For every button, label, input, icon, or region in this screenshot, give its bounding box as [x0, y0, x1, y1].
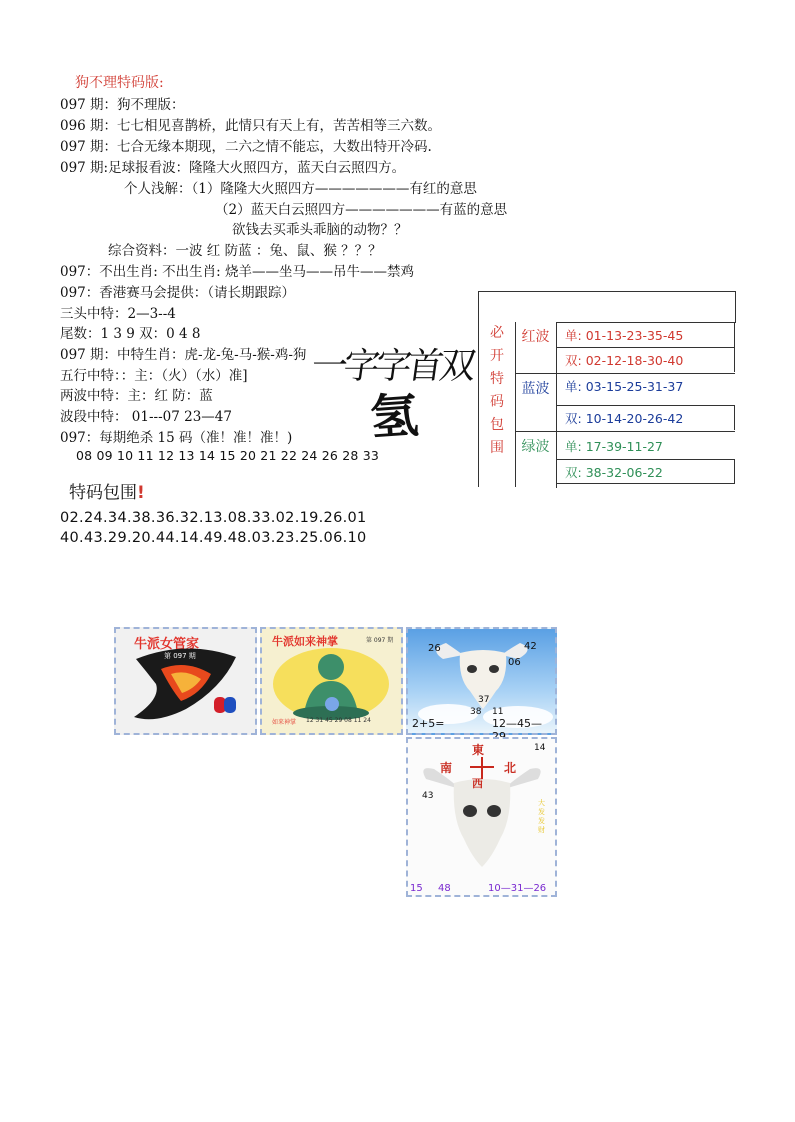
row-key: 双:: [565, 465, 582, 480]
buddha-bottom: 如来神掌: [272, 719, 297, 726]
kill-numbers: 08 09 10 11 12 13 14 15 20 21 22 24 26 28 33: [76, 448, 380, 463]
wave-row: [557, 374, 735, 399]
row-key: 单:: [565, 328, 582, 343]
riddle-line-2: 氢: [368, 387, 421, 447]
buddha-issue: 第 097 期: [366, 637, 394, 644]
skull1-number: 37: [478, 695, 490, 705]
text-line: 个人浅解：（1）隆隆大火照四方———————有红的意思: [124, 181, 477, 197]
skull1-number: 26: [428, 643, 441, 654]
skull2-bottom-number: 48: [438, 883, 451, 894]
text-line: 尾数：1 3 9 双：0 4 8: [60, 326, 201, 342]
baowei-line: 40.43.29.20.44.14.49.48.03.23.25.06.10: [60, 530, 367, 546]
text-line: 五行中特：：主：（火）（水）准]: [60, 368, 248, 384]
wave-row: [557, 459, 735, 484]
skull2-bottom-range: 10—31—26: [488, 883, 547, 894]
text-line: 097：香港赛马会提供：（请长期跟踪）: [60, 285, 296, 301]
row-value: 10-14-20-26-42: [585, 411, 684, 426]
ox-skull-icon: [408, 739, 555, 895]
flame-banner: 牛派女管家: [134, 637, 200, 652]
row-value: 03-15-25-31-37: [585, 379, 684, 394]
text-line: 两波中特：主：红 防：蓝: [60, 388, 213, 404]
text-line: 097：每期绝杀 15 码（准！准！准！): [60, 430, 293, 446]
buddha-image: [260, 627, 403, 735]
buddha-banner: 牛派如来神掌: [272, 635, 338, 648]
baowei-heading-text: 特码包围: [69, 483, 137, 503]
row-key: 单:: [565, 379, 582, 394]
direction-north: 北: [504, 761, 517, 775]
skull2-number: 14: [534, 743, 546, 753]
skull1-formula: 2+5=: [412, 717, 445, 730]
skull1-number: 38: [470, 707, 482, 717]
text-line: 096 期：七七相见喜鹊桥，此情只有天上有，苦苦相等三六数。: [60, 118, 442, 134]
flame-image: [114, 627, 257, 735]
row-key: 单:: [565, 439, 582, 454]
skull-directions-image: [406, 737, 557, 897]
text-line: 097 期：七合无缘本期现，二六之情不能忘，大数出特开冷码.: [60, 139, 432, 155]
wave-row: [557, 405, 735, 430]
wave-table-side: [478, 322, 516, 487]
baowei-line: 02.24.34.38.36.32.13.08.33.02.19.26.01: [60, 510, 367, 526]
skull1-range: 12—45—: [492, 717, 542, 730]
skull2-number: 43: [422, 791, 434, 801]
text-line: 097：不出生肖: 不出生肖: 烧羊——坐马——吊牛——禁鸡: [60, 264, 414, 280]
riddle-line-1: 一字字首双: [308, 346, 475, 387]
text-line: 波段中特： 01---07 23—47: [60, 409, 232, 425]
wave-label: 绿波: [515, 432, 557, 488]
baowei-heading: [69, 478, 145, 503]
wave-group-blue: [515, 373, 735, 432]
buddha-numbers: 12 31 45 29 08 11 24: [306, 717, 371, 724]
row-key: 双:: [565, 411, 582, 426]
riddle-handwriting: [308, 338, 475, 447]
direction-east: 東: [472, 743, 485, 757]
wave-row: [557, 322, 735, 347]
row-value: 01-13-23-35-45: [585, 328, 684, 343]
text-line: 097 期:足球报看波：隆隆大火照四方，蓝天白云照四方。: [60, 160, 406, 176]
skull1-number: 11: [492, 707, 504, 717]
row-value: 38-32-06-22: [585, 465, 663, 480]
wave-label: 蓝波: [515, 374, 557, 432]
wave-group-green: [515, 431, 735, 488]
wave-label: 红波: [515, 322, 557, 373]
wave-table: [478, 291, 736, 487]
direction-west: 西: [472, 777, 483, 790]
wave-row: [557, 434, 735, 459]
text-line: （2）蓝天白云照四方———————有蓝的意思: [215, 202, 508, 218]
row-value: 17-39-11-27: [585, 439, 663, 454]
skull2-bottom-number: 15: [410, 883, 423, 894]
wave-group-red: [515, 322, 735, 373]
row-key: 双:: [565, 353, 582, 368]
skull2-side-text: 大发发财: [538, 799, 545, 834]
text-line: 综合资料：一波 红 防蓝 ：兔、鼠、猴 ？？？: [108, 243, 382, 259]
red-mark-icon: !: [137, 483, 145, 503]
skull1-number: 06: [508, 657, 521, 668]
text-line: 097 期：中特生肖：虎-龙-兔-马-猴-鸡-狗: [60, 347, 307, 363]
skull-sky-image: [406, 627, 557, 735]
row-value: 02-12-18-30-40: [585, 353, 684, 368]
direction-south: 南: [440, 761, 453, 775]
text-line: 欲钱去买乖头乖脑的动物？？: [232, 222, 408, 238]
wave-row: [557, 347, 735, 372]
flame-issue: 第 097 期: [164, 652, 196, 660]
flame-swirl-icon: [116, 629, 255, 733]
wave-table-header: [478, 291, 736, 323]
side-label: 必开特码包围: [490, 325, 504, 456]
page-title: 狗不理特码版:: [75, 75, 164, 91]
text-line: 097 期：狗不理版：: [60, 97, 185, 113]
skull1-number: 42: [524, 641, 537, 652]
text-line: 三头中特：2—3--4: [60, 306, 176, 322]
